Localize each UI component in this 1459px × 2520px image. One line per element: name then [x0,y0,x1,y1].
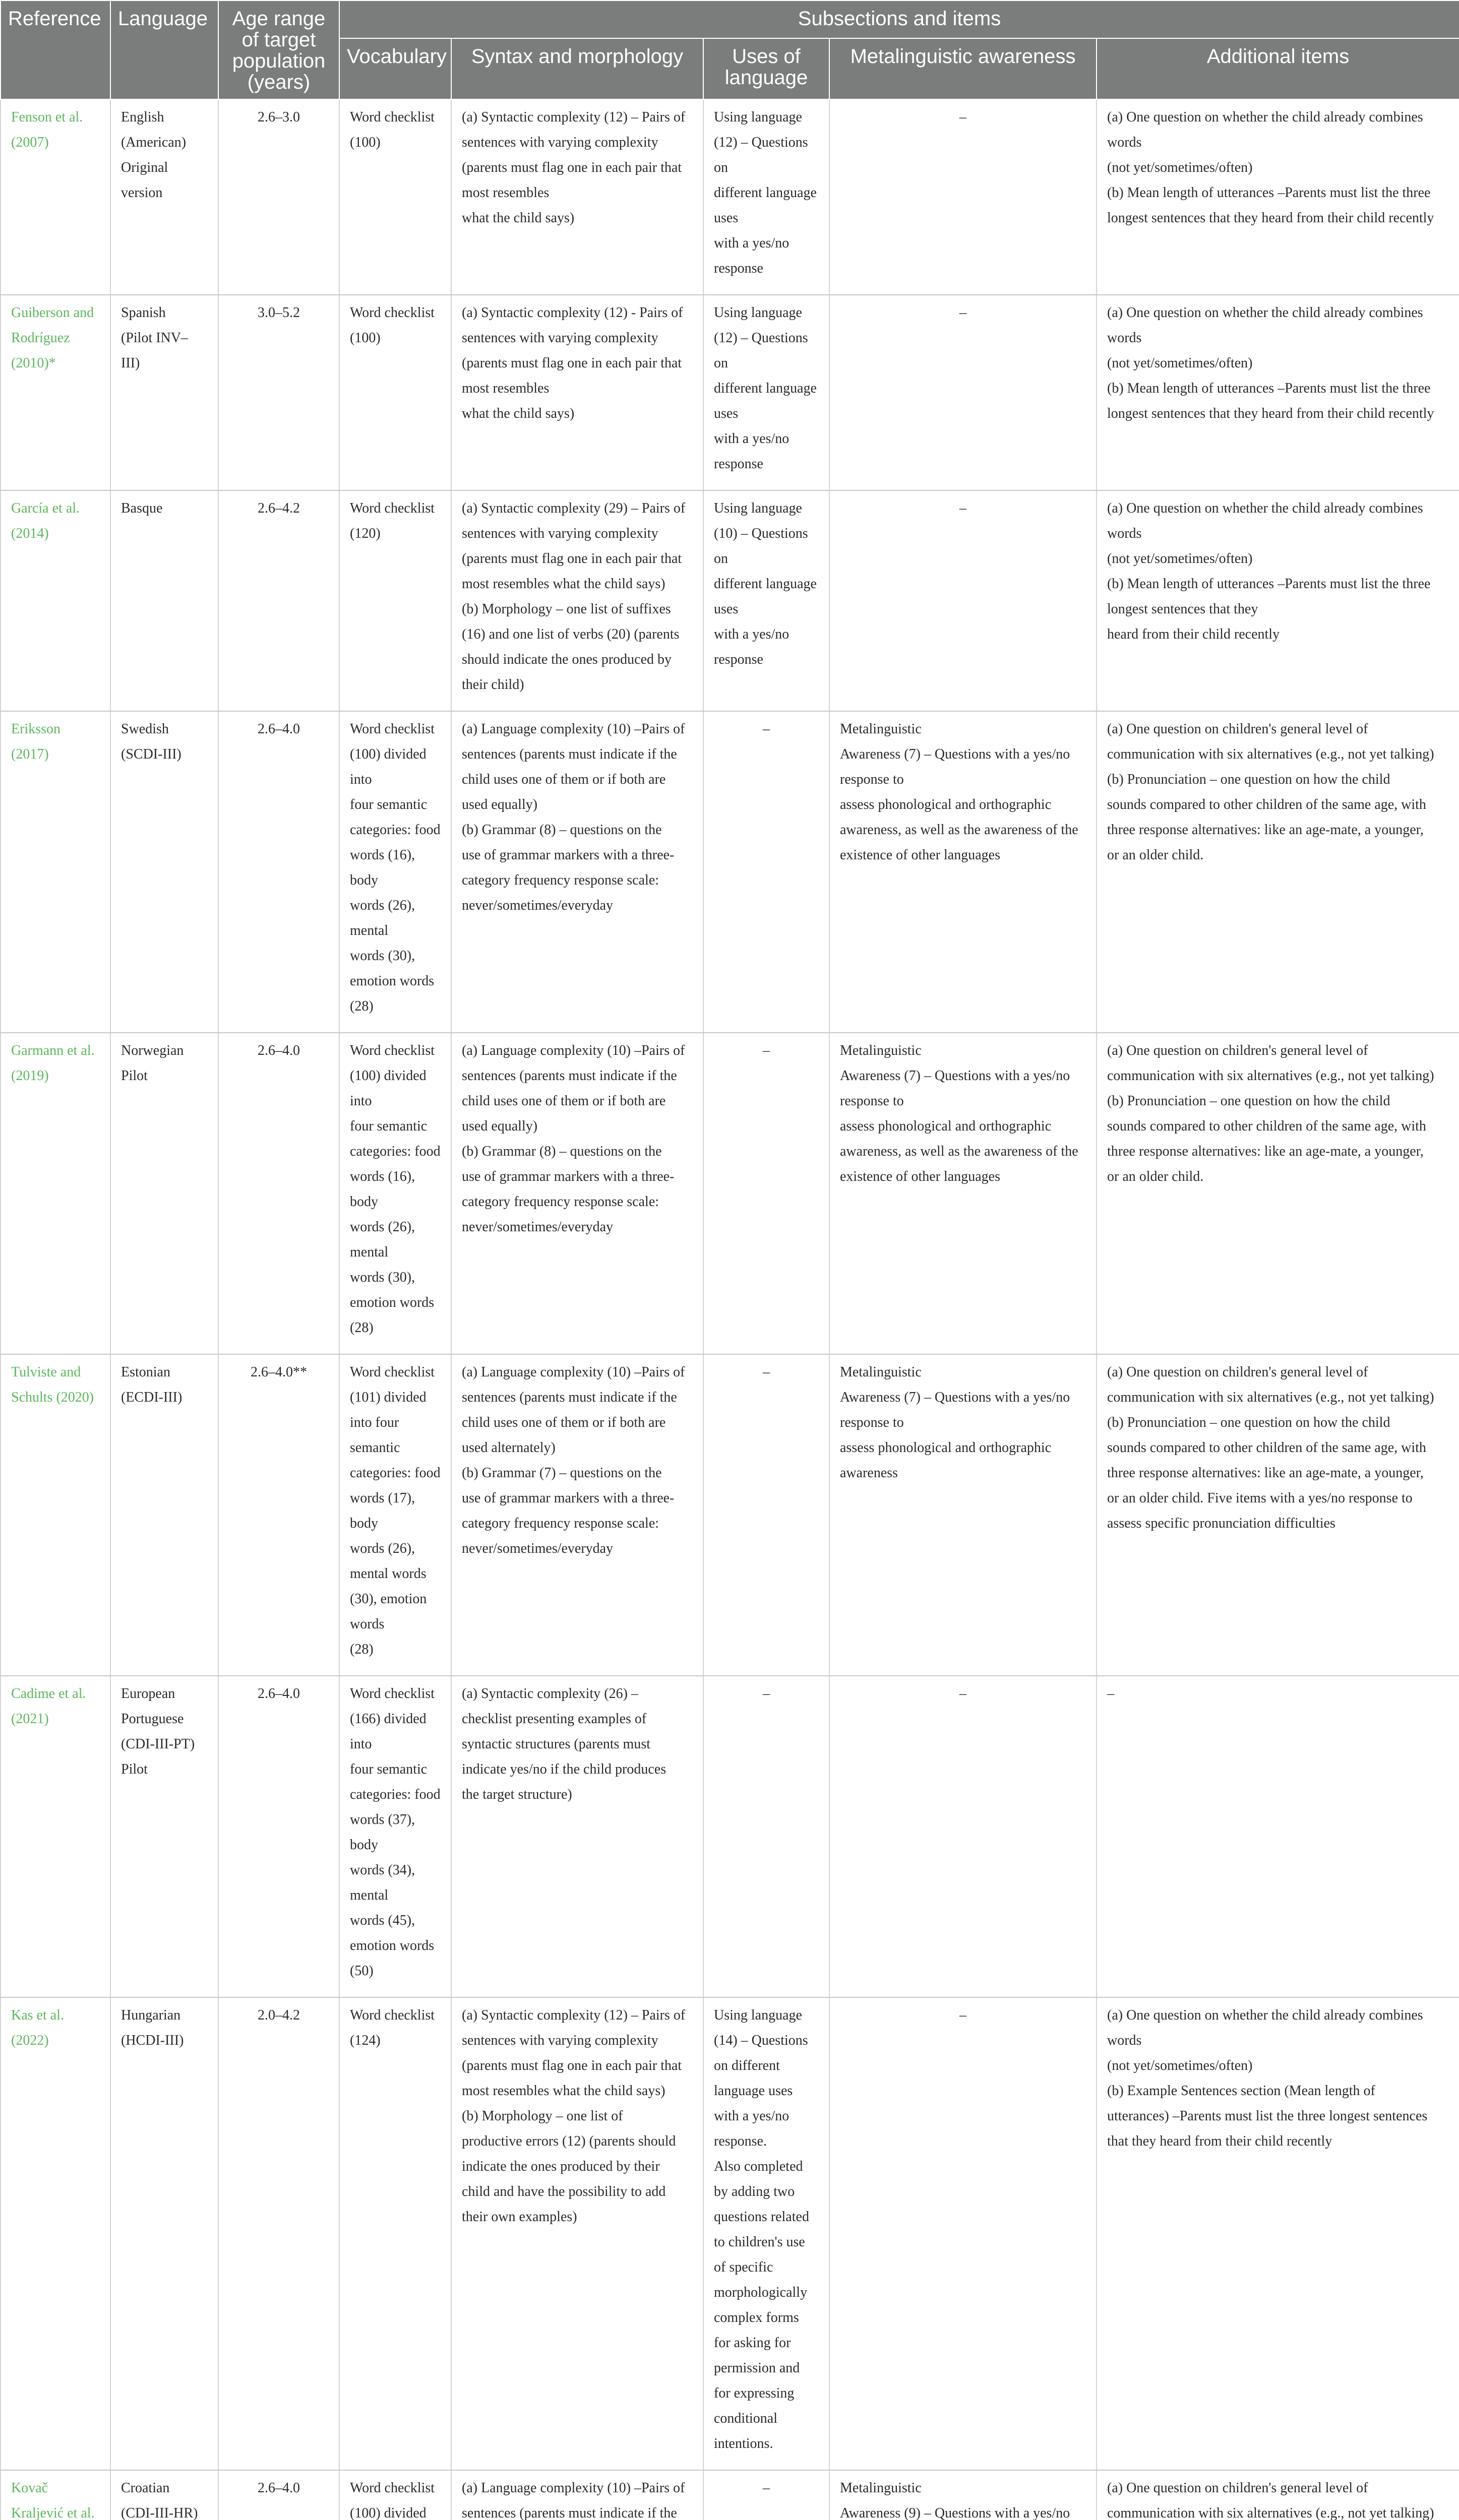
reference-link[interactable]: Guiberson and Rodríguez (2010)* [11,305,94,371]
header-age-range: Age range of target population (years) [218,1,339,99]
syntax-text: (a) Language complexity (10) –Pairs of sentences (parents must indicate if the [462,2480,685,2520]
meta-cell [829,2470,1097,2520]
reference-cell[interactable] [1,99,110,295]
reference-link[interactable]: Garmann et al. (2019) [11,1043,95,1084]
syntax-cell [451,1676,703,1997]
header-row-top [1,1,1459,38]
additional-text: (a) One question on children's general level of communication with six alternatives (e.g., not yet talking) (b) Pronunciation – one question on how the child sounds compared to other children of the same age, with three response alternatives: like an age-mate, a younger, or an older child. [1107,1043,1434,1184]
vocabulary-cell [339,1676,451,1997]
syntax-cell [451,711,703,1033]
age-text: 3.0–5.2 [258,305,300,321]
meta-text: Metalinguistic Awareness (7) – Questions with a yes/no response to assess phonological and orthographic awareness [840,1364,1070,1481]
vocabulary-text: Word checklist (100) [350,109,435,150]
language-text: Estonian (ECDI-III) [121,1364,183,1405]
reference-cell[interactable] [1,1997,110,2470]
age-cell [218,2470,339,2520]
additional-cell [1097,1997,1459,2470]
vocabulary-cell [339,711,451,1033]
meta-cell [829,1354,1097,1676]
additional-cell [1097,99,1459,295]
meta-cell [829,99,1097,295]
age-cell [218,1676,339,1997]
age-text: 2.6–4.0** [251,1364,307,1380]
age-text: 2.6–4.2 [258,500,300,516]
language-text: English (American) Original version [121,109,187,201]
meta-text: – [959,109,966,125]
vocabulary-text: Word checklist (101) divided into four semantic categories: food words (17), body words (26), mental words (30), emotion words (28) [350,1364,441,1657]
reference-cell[interactable] [1,1354,110,1676]
syntax-text: (a) Syntactic complexity (29) – Pairs of sentences with varying complexity (parents must flag one in each pair that most resembles what the child says) (b) Morphology – one list of suffixes (16) and one list of verbs (20) (parents should indicate the ones produced by their child) [462,500,686,692]
meta-text: – [959,2007,966,2023]
additional-cell [1097,1354,1459,1676]
meta-cell [829,295,1097,490]
syntax-cell [451,1354,703,1676]
table-row [1,1997,1459,2470]
age-cell [218,1354,339,1676]
vocabulary-text: Word checklist (100) divided into four semantic categories: food words (16), body words (26), mental words (30), emotion words (28) [350,721,441,1014]
uses-text: Using language (12) – Questions on different language uses with a yes/no response [714,305,817,472]
vocabulary-text: Word checklist (100) [350,305,435,346]
meta-text: Metalinguistic Awareness (9) – Questions with a yes/no [840,2480,1070,2520]
header-additional-items: Additional items [1097,38,1459,99]
additional-text: (a) One question on whether the child already combines words (not yet/sometimes/often) (b) Mean length of utterances –Parents must list the three longest sentences that they heard from their child recently [1107,305,1434,421]
uses-cell [703,295,829,490]
reference-link[interactable]: Kovač Kraljević et al. [11,2480,95,2520]
meta-cell [829,1997,1097,2470]
age-cell [218,295,339,490]
language-text: Norwegian Pilot [121,1043,184,1084]
language-text: Spanish (Pilot INV– III) [121,305,188,371]
syntax-text: (a) Syntactic complexity (26) – checklist presenting examples of syntactic structures (parents must indicate yes/no if the child produces the target structure) [462,1686,666,1802]
language-cell [110,295,218,490]
language-cell [110,1676,218,1997]
age-text: 2.6–4.0 [258,721,300,737]
meta-text: – [959,305,966,321]
vocabulary-cell [339,295,451,490]
reference-link[interactable]: García et al. (2014) [11,500,80,541]
syntax-cell [451,99,703,295]
meta-cell [829,1676,1097,1997]
age-cell [218,711,339,1033]
table-row [1,1033,1459,1354]
additional-cell [1097,711,1459,1033]
uses-text: – [763,1364,770,1380]
reference-link[interactable]: Fenson et al. (2007) [11,109,83,150]
age-text: 2.6–4.0 [258,1043,300,1058]
age-cell [218,1033,339,1354]
vocabulary-cell [339,1997,451,2470]
vocabulary-text: Word checklist (166) divided into four semantic categories: food words (37), body words (34), mental words (45), emotion words (50) [350,1686,441,1979]
meta-text: – [959,500,966,516]
reference-cell[interactable] [1,295,110,490]
uses-cell [703,1676,829,1997]
reference-cell[interactable] [1,2470,110,2520]
additional-text: (a) One question on children's general level of communication with six alternatives (e.g., not yet talking) (b) Pronunciation – one question on how the child sounds compared to other children of the same age, with three response alternatives: like an age-mate, a younger, or an older child. [1107,721,1434,863]
uses-cell [703,1354,829,1676]
additional-cell [1097,1033,1459,1354]
vocabulary-cell [339,99,451,295]
syntax-cell [451,490,703,711]
language-text: Hungarian (HCDI-III) [121,2007,184,2048]
table-row [1,1354,1459,1676]
uses-text: – [763,1686,770,1702]
language-text: European Portuguese (CDI-III-PT) Pilot [121,1686,195,1777]
uses-text: – [763,721,770,737]
vocabulary-text: Word checklist (100) divided [350,2480,435,2520]
reference-cell[interactable] [1,490,110,711]
table-row [1,99,1459,295]
reference-link[interactable]: Tulviste and Schults (2020) [11,1364,94,1405]
uses-cell [703,1997,829,2470]
table-row [1,1676,1459,1997]
reference-link[interactable]: Eriksson (2017) [11,721,60,762]
syntax-text: (a) Language complexity (10) –Pairs of sentences (parents must indicate if the child uses one of them or if both are used alternately) (b) Grammar (7) – questions on the use of grammar markers with a three- category frequency response scale: never/sometimes/everyday [462,1364,685,1556]
syntax-cell [451,1997,703,2470]
table-row [1,2470,1459,2520]
meta-text: – [959,1686,966,1702]
uses-text: Using language (10) – Questions on different language uses with a yes/no response [714,500,817,667]
header-language: Language [110,1,218,99]
table-row [1,490,1459,711]
meta-cell [829,490,1097,711]
age-cell [218,1997,339,2470]
age-cell [218,99,339,295]
meta-text: Metalinguistic Awareness (7) – Questions with a yes/no response to assess phonological and orthographic awareness, as well as the awareness of the existence of other languages [840,721,1078,863]
uses-text: Using language (14) – Questions on different language uses with a yes/no response. Also completed by adding two questions related to children's use of specific morphologically complex forms for asking for permission and for expressing conditional intentions. [714,2007,809,2451]
age-text: 2.6–4.0 [258,2480,300,2496]
uses-text: – [763,1043,770,1058]
language-text: Basque [121,500,163,516]
uses-cell [703,711,829,1033]
syntax-text: (a) Syntactic complexity (12) – Pairs of sentences with varying complexity (parents must flag one in each pair that most resembles what the child says) (b) Morphology – one list of productive errors (12) (parents should indicate the ones produced by their child and have the possibility to add their own examples) [462,2007,686,2225]
vocabulary-cell [339,490,451,711]
uses-text: Using language (12) – Questions on different language uses with a yes/no response [714,109,817,276]
uses-cell [703,1033,829,1354]
syntax-text: (a) Syntactic complexity (12) – Pairs of sentences with varying complexity (parents must flag one in each pair that most resembles what the child says) [462,109,686,226]
additional-text: – [1107,1686,1114,1702]
syntax-text: (a) Language complexity (10) –Pairs of sentences (parents must indicate if the child uses one of them or if both are used equally) (b) Grammar (8) – questions on the use of grammar markers with a three- category frequency response scale: never/sometimes/everyday [462,1043,685,1235]
reference-cell[interactable] [1,711,110,1033]
additional-text: (a) One question on whether the child already combines words (not yet/sometimes/often) (b) Mean length of utterances –Parents must list the three longest sentences that they heard from their child recently [1107,109,1434,226]
additional-text: (a) One question on whether the child already combines words (not yet/sometimes/often) (b) Example Sentences section (Mean length of utterances) –Parents must list the three longest sentences that they heard from their child recently [1107,2007,1428,2149]
syntax-cell [451,1033,703,1354]
vocabulary-cell [339,1033,451,1354]
reference-cell[interactable] [1,1676,110,1997]
language-cell [110,99,218,295]
additional-cell [1097,490,1459,711]
additional-cell [1097,295,1459,490]
table-row [1,295,1459,490]
vocabulary-cell [339,1354,451,1676]
syntax-cell [451,2470,703,2520]
header-uses-of-language: Uses of language [703,38,829,99]
additional-cell [1097,2470,1459,2520]
age-text: 2.0–4.2 [258,2007,300,2023]
header-syntax-morphology: Syntax and morphology [451,38,703,99]
syntax-cell [451,295,703,490]
language-cell [110,711,218,1033]
language-cell [110,1354,218,1676]
language-cell [110,1033,218,1354]
additional-text: (a) One question on children's general level of communication with six alternatives (e.g., not yet talking) [1107,2480,1434,2520]
language-cell [110,1997,218,2470]
header-subsections: Subsections and items [339,1,1459,38]
language-cell [110,2470,218,2520]
additional-cell [1097,1676,1459,1997]
meta-text: Metalinguistic Awareness (7) – Questions with a yes/no response to assess phonological and orthographic awareness, as well as the awareness of the existence of other languages [840,1043,1078,1184]
header-reference: Reference [1,1,110,99]
language-text: Croatian (CDI-III-HR) [121,2480,198,2520]
uses-cell [703,2470,829,2520]
table-row [1,711,1459,1033]
header-vocabulary: Vocabulary [339,38,451,99]
age-text: 2.6–4.0 [258,1686,300,1702]
meta-cell [829,1033,1097,1354]
vocabulary-text: Word checklist (124) [350,2007,435,2048]
syntax-text: (a) Language complexity (10) –Pairs of sentences (parents must indicate if the child uses one of them or if both are used equally) (b) Grammar (8) – questions on the use of grammar markers with a three- category frequency response scale: never/sometimes/everyday [462,721,685,913]
syntax-text: (a) Syntactic complexity (12) - Pairs of sentences with varying complexity (parents must flag one in each pair that most resembles what the child says) [462,305,683,421]
reference-cell[interactable] [1,1033,110,1354]
vocabulary-text: Word checklist (100) divided into four semantic categories: food words (16), body words (26), mental words (30), emotion words (28) [350,1043,441,1336]
language-cell [110,490,218,711]
reference-link[interactable]: Kas et al. (2022) [11,2007,64,2048]
meta-cell [829,711,1097,1033]
reference-link[interactable]: Cadime et al. (2021) [11,1686,86,1727]
uses-cell [703,490,829,711]
age-cell [218,490,339,711]
header-metalinguistic-awareness: Metalinguistic awareness [829,38,1097,99]
age-text: 2.6–3.0 [258,109,300,125]
additional-text: (a) One question on whether the child already combines words (not yet/sometimes/often) (b) Mean length of utterances –Parents must list the three longest sentences that they heard from their child recently [1107,500,1431,642]
additional-text: (a) One question on children's general level of communication with six alternatives (e.g., not yet talking) (b) Pronunciation – one question on how the child sounds compared to other children of the same age, with three response alternatives: like an age-mate, a younger, or an older child. Five items with a yes/no response to assess specific pronunciation difficulties [1107,1364,1434,1531]
vocabulary-cell [339,2470,451,2520]
uses-text: – [763,2480,770,2496]
uses-cell [703,99,829,295]
vocabulary-text: Word checklist (120) [350,500,435,541]
language-text: Swedish (SCDI-III) [121,721,181,762]
